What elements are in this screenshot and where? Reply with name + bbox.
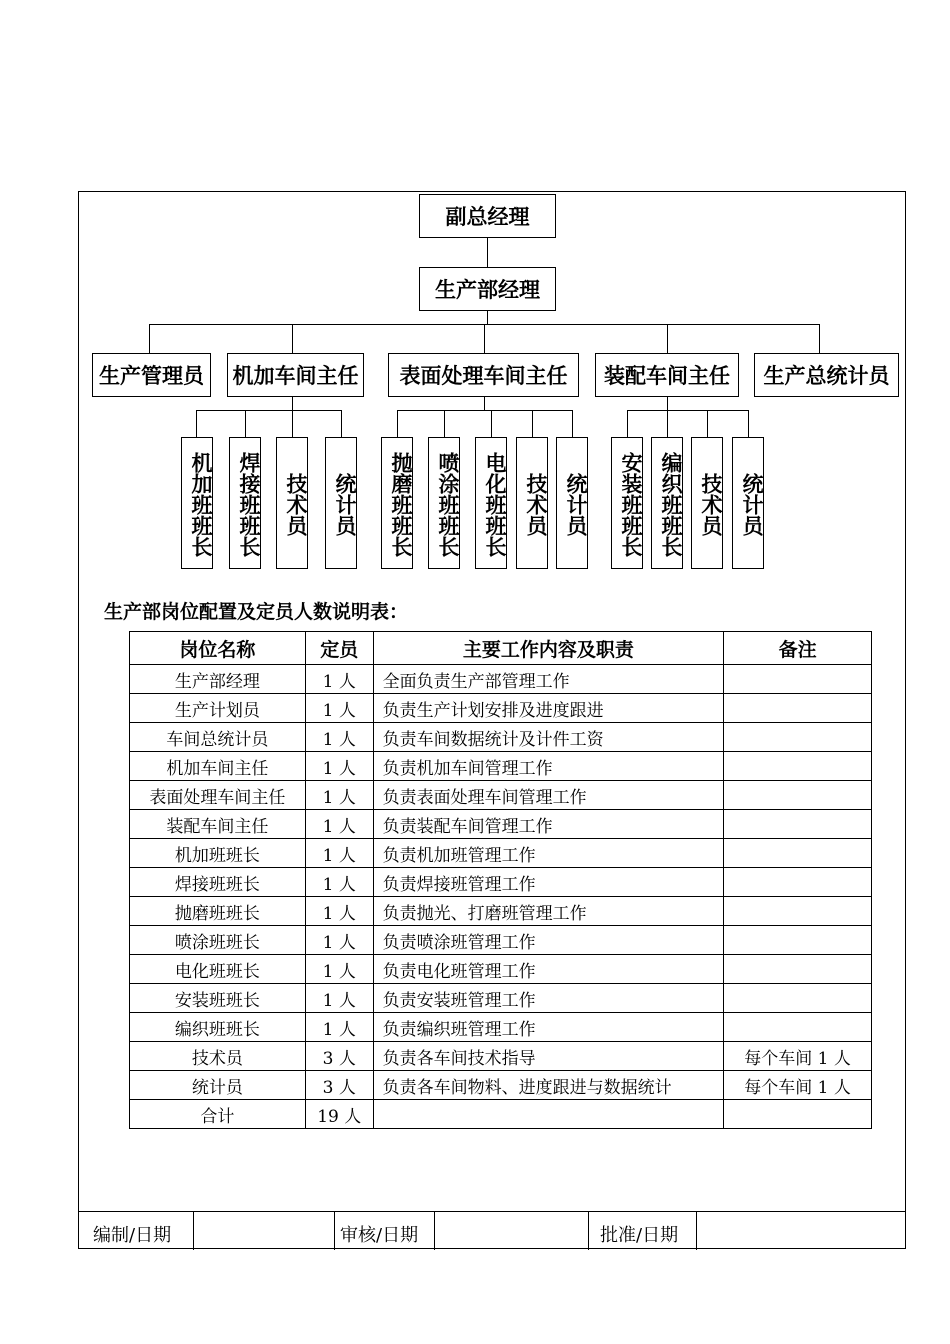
cell-headcount: 1 人 <box>305 665 373 694</box>
cell-position: 电化班班长 <box>130 955 306 984</box>
cell-duties: 负责安装班管理工作 <box>373 984 724 1013</box>
cell-position: 机加班班长 <box>130 839 306 868</box>
cell-position: 合计 <box>130 1100 306 1129</box>
cell-remarks <box>724 781 872 810</box>
cell-duties: 负责表面处理车间管理工作 <box>373 781 724 810</box>
table-row <box>130 781 872 810</box>
cell-duties: 负责各车间物料、进度跟进与数据统计 <box>373 1071 724 1100</box>
cell-duties: 负责电化班管理工作 <box>373 955 724 984</box>
org-top-box: 副总经理 <box>419 194 556 238</box>
cell-position: 生产部经理 <box>130 665 306 694</box>
cell-remarks <box>724 723 872 752</box>
cell-duties: 负责抛光、打磨班管理工作 <box>373 897 724 926</box>
cell-duties: 负责装配车间管理工作 <box>373 810 724 839</box>
cell-remarks <box>724 665 872 694</box>
org-level3-box: 安装班班长 <box>611 437 643 569</box>
org-level3-box: 技术员 <box>276 437 308 569</box>
cell-headcount: 1 人 <box>305 897 373 926</box>
header-position: 岗位名称 <box>130 632 306 665</box>
cell-remarks <box>724 984 872 1013</box>
cell-headcount: 19 人 <box>305 1100 373 1129</box>
cell-position: 生产计划员 <box>130 694 306 723</box>
cell-remarks <box>724 810 872 839</box>
table-row <box>130 926 872 955</box>
cell-headcount: 1 人 <box>305 1013 373 1042</box>
org-level2-box: 机加车间主任 <box>227 353 364 397</box>
org-level3-box: 机加班班长 <box>181 437 213 569</box>
org-level3-box: 焊接班班长 <box>229 437 261 569</box>
org-level2-box: 表面处理车间主任 <box>388 353 579 397</box>
cell-duties: 负责喷涂班管理工作 <box>373 926 724 955</box>
org-level3-box: 统计员 <box>325 437 357 569</box>
cell-headcount: 1 人 <box>305 810 373 839</box>
header-remarks: 备注 <box>724 632 872 665</box>
org-level2-box: 生产总统计员 <box>754 353 899 397</box>
cell-position: 表面处理车间主任 <box>130 781 306 810</box>
cell-headcount: 1 人 <box>305 984 373 1013</box>
table-row <box>130 810 872 839</box>
cell-position: 喷涂班班长 <box>130 926 306 955</box>
signoff-prepared-label: 编制/日期 <box>93 1225 172 1246</box>
cell-remarks <box>724 897 872 926</box>
table-row <box>130 723 872 752</box>
org-level2-box: 生产管理员 <box>92 353 211 397</box>
cell-duties: 负责编织班管理工作 <box>373 1013 724 1042</box>
cell-position: 编织班班长 <box>130 1013 306 1042</box>
cell-remarks <box>724 1013 872 1042</box>
org-manager-box: 生产部经理 <box>419 267 556 311</box>
cell-position: 安装班班长 <box>130 984 306 1013</box>
org-level3-box: 统计员 <box>556 437 588 569</box>
cell-remarks <box>724 694 872 723</box>
table-row <box>130 955 872 984</box>
cell-duties: 负责各车间技术指导 <box>373 1042 724 1071</box>
cell-headcount: 1 人 <box>305 926 373 955</box>
cell-position: 焊接班班长 <box>130 868 306 897</box>
cell-headcount: 3 人 <box>305 1042 373 1071</box>
cell-position: 抛磨班班长 <box>130 897 306 926</box>
table-row <box>130 665 872 694</box>
org-level2-box: 装配车间主任 <box>595 353 739 397</box>
cell-headcount: 1 人 <box>305 955 373 984</box>
table-row <box>130 694 872 723</box>
cell-duties: 负责机加车间管理工作 <box>373 752 724 781</box>
signoff-approved-label: 批准/日期 <box>600 1225 679 1246</box>
table-row <box>130 1071 872 1100</box>
cell-position: 统计员 <box>130 1071 306 1100</box>
org-level3-box: 统计员 <box>732 437 764 569</box>
table-row <box>130 897 872 926</box>
table-header-row <box>130 632 872 665</box>
cell-duties: 负责机加班管理工作 <box>373 839 724 868</box>
cell-remarks: 每个车间 1 人 <box>724 1042 872 1071</box>
cell-headcount: 3 人 <box>305 1071 373 1100</box>
cell-remarks: 每个车间 1 人 <box>724 1071 872 1100</box>
staffing-table <box>129 631 872 1129</box>
cell-headcount: 1 人 <box>305 752 373 781</box>
cell-headcount: 1 人 <box>305 694 373 723</box>
cell-headcount: 1 人 <box>305 781 373 810</box>
table-row <box>130 1100 872 1129</box>
table-title: 生产部岗位配置及定员人数说明表： <box>104 601 409 623</box>
org-level3-box: 技术员 <box>691 437 723 569</box>
cell-remarks <box>724 868 872 897</box>
table-row <box>130 984 872 1013</box>
table-row <box>130 839 872 868</box>
signoff-row <box>78 1211 906 1250</box>
table-row <box>130 752 872 781</box>
header-headcount: 定员 <box>305 632 373 665</box>
cell-remarks <box>724 1100 872 1129</box>
org-level3-box: 编织班班长 <box>651 437 683 569</box>
cell-position: 车间总统计员 <box>130 723 306 752</box>
cell-position: 机加车间主任 <box>130 752 306 781</box>
table-row <box>130 868 872 897</box>
cell-position: 技术员 <box>130 1042 306 1071</box>
cell-remarks <box>724 752 872 781</box>
header-duties: 主要工作内容及职责 <box>373 632 724 665</box>
cell-remarks <box>724 839 872 868</box>
org-level3-box: 喷涂班班长 <box>428 437 460 569</box>
cell-duties <box>373 1100 724 1129</box>
cell-remarks <box>724 955 872 984</box>
cell-duties: 全面负责生产部管理工作 <box>373 665 724 694</box>
cell-duties: 负责焊接班管理工作 <box>373 868 724 897</box>
cell-position: 装配车间主任 <box>130 810 306 839</box>
cell-headcount: 1 人 <box>305 839 373 868</box>
org-level3-box: 技术员 <box>516 437 548 569</box>
signoff-reviewed-label: 审核/日期 <box>340 1225 419 1246</box>
org-level3-box: 电化班班长 <box>475 437 507 569</box>
table-row <box>130 1042 872 1071</box>
cell-remarks <box>724 926 872 955</box>
table-row <box>130 1013 872 1042</box>
org-level3-box: 抛磨班班长 <box>381 437 413 569</box>
cell-headcount: 1 人 <box>305 868 373 897</box>
cell-headcount: 1 人 <box>305 723 373 752</box>
cell-duties: 负责生产计划安排及进度跟进 <box>373 694 724 723</box>
cell-duties: 负责车间数据统计及计件工资 <box>373 723 724 752</box>
